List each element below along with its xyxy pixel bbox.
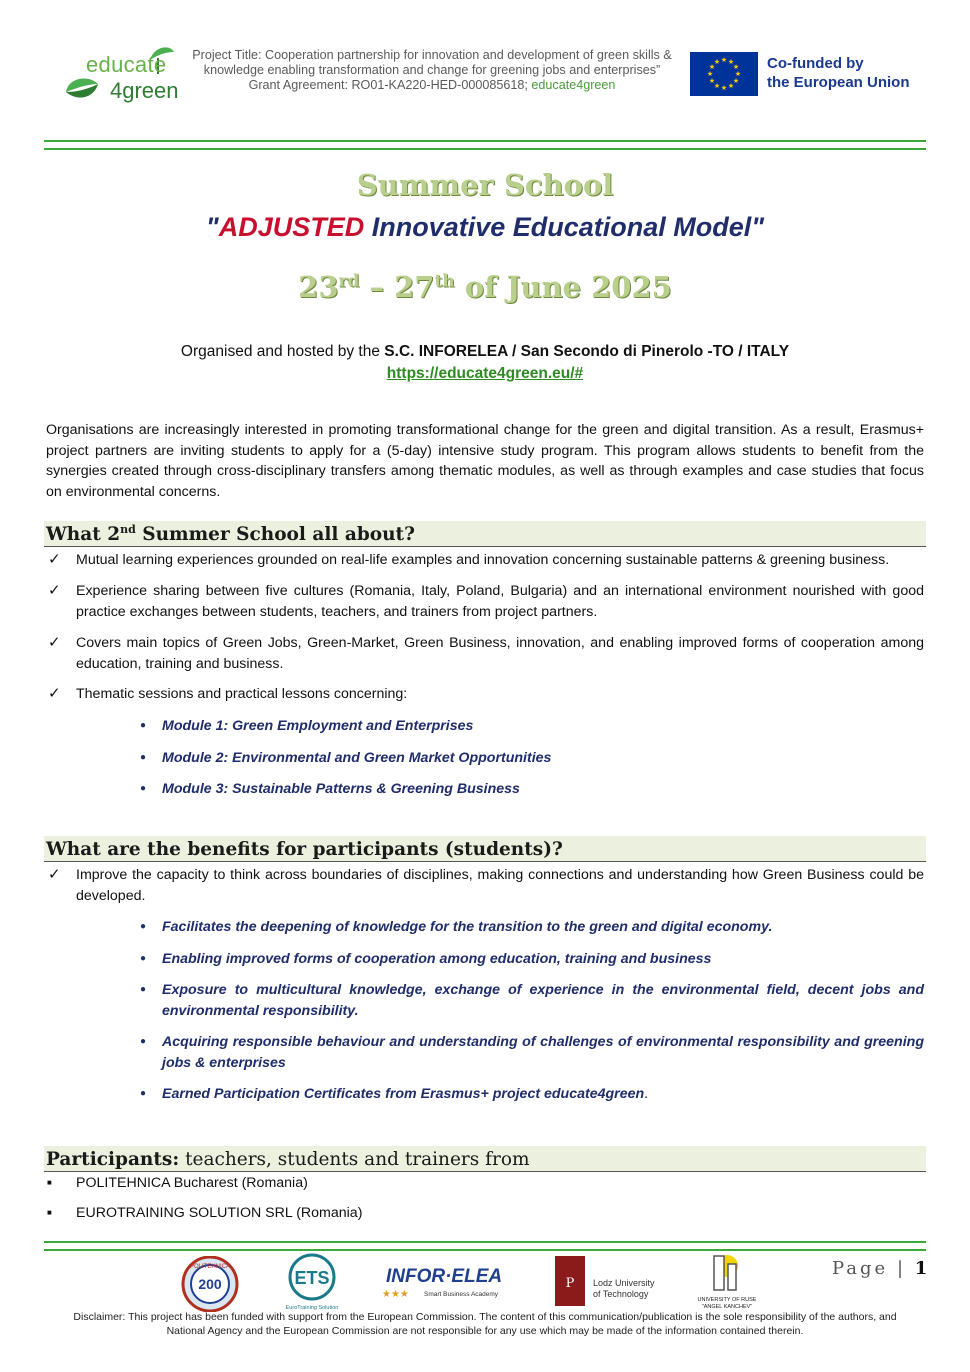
ruse-line2: "ANGEL KANCHEV": [701, 1304, 753, 1310]
checkmark-icon: ✓: [48, 551, 61, 568]
quote-open: ": [205, 212, 219, 242]
benefit-item: Facilitates the deepening of knowledge for the transition to the green and digital economy.: [162, 919, 773, 935]
svg-text:★: ★: [713, 82, 721, 90]
date-start-suffix: rd: [338, 271, 360, 292]
ets-text: ETS: [294, 1268, 330, 1288]
bullet-icon: ●: [140, 953, 147, 964]
svg-text:★: ★: [727, 82, 735, 90]
svg-text:★: ★: [708, 63, 716, 71]
inforelea-caption: Smart Business Academy: [424, 1291, 499, 1298]
logo-text-4green: 4green: [110, 78, 179, 103]
list-item: Improve the capacity to think across boundaries of disciplines, making connections and understanding how Green Business could be developed.: [76, 867, 924, 904]
date-end: – 27: [359, 270, 435, 304]
section-heading-participants: [44, 1146, 926, 1172]
module-item: Module 3: Sustainable Patterns & Greening Business: [162, 781, 520, 797]
square-bullet-icon: ■: [47, 1178, 52, 1187]
logo-text-educate: educate: [86, 52, 167, 77]
heading-about-sup: nd: [120, 522, 136, 536]
checkmark-icon: ✓: [48, 866, 61, 883]
page-number-value: 1: [914, 1258, 928, 1279]
bullet-icon: ●: [140, 752, 147, 763]
module-item: Module 1: Green Employment and Enterprises: [162, 718, 474, 734]
bullet-icon: ●: [140, 921, 147, 932]
grant-tag: educate4green: [531, 78, 616, 92]
svg-text:★: ★: [732, 63, 740, 71]
page-separator: |: [888, 1258, 915, 1279]
page-subtitle: [0, 212, 970, 243]
date-month-year: of June 2025: [454, 270, 672, 304]
subtitle-adjusted: ADJUSTED: [218, 212, 365, 242]
benefit-item: Enabling improved forms of cooperation among education, training and business: [162, 951, 712, 967]
bullet-icon: ●: [140, 720, 147, 731]
lodz-line1: Lodz University: [593, 1278, 655, 1288]
grant-agreement: [192, 78, 672, 93]
organiser-line: [0, 343, 970, 361]
eu-line1: Co-funded by: [767, 55, 864, 72]
project-title-line2: knowledge enabling transformation and change for greening jobs and enterprises”: [203, 63, 661, 77]
ets-caption: EuroTraining Solution: [285, 1305, 339, 1311]
heading-about-a: What 2: [46, 524, 121, 545]
benefit-item-certificates: [162, 1084, 924, 1105]
eu-line2: the European Union: [767, 74, 910, 91]
eu-flag-icon: [690, 52, 758, 96]
participant-item: POLITEHNICA Bucharest (Romania): [76, 1175, 308, 1191]
svg-text:★: ★: [720, 56, 728, 64]
ruse-university-logo: [682, 1250, 772, 1312]
svg-text:★: ★: [706, 70, 714, 78]
heading-participants-rest: teachers, students and trainers from: [179, 1149, 530, 1170]
intro-paragraph: Organisations are increasingly interested in promoting transformational change for the green and digital transition. As a result, Erasmus+ project partners are inviting students to apply for a (5-day) intensive study program. This program allows students to benefit from the synergies created through cross-disciplinary transfers among thematic modules, as well as through examples and case studies that focus on environmental concerns.: [46, 422, 924, 500]
svg-text:★: ★: [734, 70, 742, 78]
inforelea-logo: [376, 1262, 512, 1302]
participant-item: EUROTRAINING SOLUTION SRL (Romania): [76, 1205, 363, 1221]
svg-text:P: P: [565, 1276, 575, 1291]
svg-text:★: ★: [708, 77, 716, 85]
date-end-suffix: th: [434, 271, 455, 292]
disclaimer: Disclaimer: This project has been funded with support from the European Commission. The content of this communication/publication is the sole responsibility of the authors, and National Agency and the European Commission are not responsible for any use which may be made of the information contained therein.: [73, 1311, 897, 1337]
inforelea-text: INFOR·ELEA: [386, 1266, 503, 1287]
checkmark-icon: ✓: [48, 634, 61, 651]
svg-text:★: ★: [727, 58, 735, 66]
section-heading-benefits: What are the benefits for participants (students)?: [44, 836, 926, 862]
header-divider: [44, 140, 926, 150]
bullet-icon: ●: [140, 984, 147, 995]
organiser-host: S.C. INFORELEA / San Secondo di Pinerolo -TO / ITALY: [384, 343, 790, 360]
lodz-line2: of Technology: [593, 1289, 649, 1299]
list-item: Mutual learning experiences grounded on real-life examples and innovation concerning sustainable patterns & greening business.: [76, 552, 890, 568]
ruse-line1: UNIVERSITY OF RUSE: [697, 1297, 757, 1303]
benefit-certificates-dot: .: [644, 1086, 649, 1102]
upb-year: 200: [198, 1276, 222, 1292]
bullet-icon: ●: [140, 783, 147, 794]
list-item: Covers main topics of Green Jobs, Green-Market, Green Business, innovation, and enabling improved forms of cooperation among education, training and business.: [76, 635, 924, 672]
page-label: Page: [832, 1258, 889, 1279]
square-bullet-icon: ■: [47, 1208, 52, 1217]
politehnica-logo: [180, 1256, 240, 1312]
project-title-line1: Project Title: Cooperation partnership for innovation and development of green skills &: [192, 48, 672, 62]
organiser-prefix: Organised and hosted by the: [180, 343, 385, 360]
page-number: [832, 1258, 927, 1279]
checkmark-icon: ✓: [48, 685, 61, 702]
benefit-certificates-text: Earned Participation Certificates from Erasmus+ project educate4green: [162, 1086, 645, 1102]
upb-label: POLITEHNICA: [189, 1264, 231, 1270]
list-item: Thematic sessions and practical lessons concerning:: [76, 686, 408, 702]
subtitle-rest: Innovative Educational Model": [364, 212, 765, 242]
bullet-icon: ●: [140, 1036, 147, 1047]
section-heading-about: [44, 521, 926, 547]
date-start: 23: [298, 270, 339, 304]
svg-text:★: ★: [713, 58, 721, 66]
grant-number: Grant Agreement: RO01-KA220-HED-000085618;: [248, 78, 528, 92]
project-info: [192, 48, 672, 93]
heading-participants-bold: Participants:: [46, 1149, 180, 1170]
svg-text:★: ★: [720, 84, 728, 92]
benefit-item: Acquiring responsible behaviour and understanding of challenges of environmental responsibility and greening jobs & enterprises: [162, 1034, 924, 1071]
lodz-university-logo: [553, 1254, 657, 1310]
website-link[interactable]: https://educate4green.eu/#: [386, 365, 584, 382]
checkmark-icon: ✓: [48, 582, 61, 599]
module-item: Module 2: Environmental and Green Market Opportunities: [162, 750, 552, 766]
heading-about-b: Summer School all about?: [135, 524, 415, 545]
ets-logo: [282, 1252, 342, 1312]
list-item: Experience sharing between five cultures (Romania, Italy, Poland, Bulgaria) and an international environment nourished with good practice exchanges between students, teachers, and trainers from project partners.: [76, 583, 924, 620]
bullet-icon: ●: [140, 1088, 147, 1099]
page-title: Summer School: [356, 168, 614, 202]
footer-divider: [44, 1241, 926, 1251]
benefit-item: Exposure to multicultural knowledge, exchange of experience in the environmental field, decent jobs and environmental responsibility.: [162, 982, 924, 1019]
svg-text:★★★: ★★★: [382, 1289, 409, 1300]
eu-cofunded-label: [767, 54, 910, 92]
svg-text:★: ★: [732, 77, 740, 85]
event-dates: [0, 270, 970, 304]
